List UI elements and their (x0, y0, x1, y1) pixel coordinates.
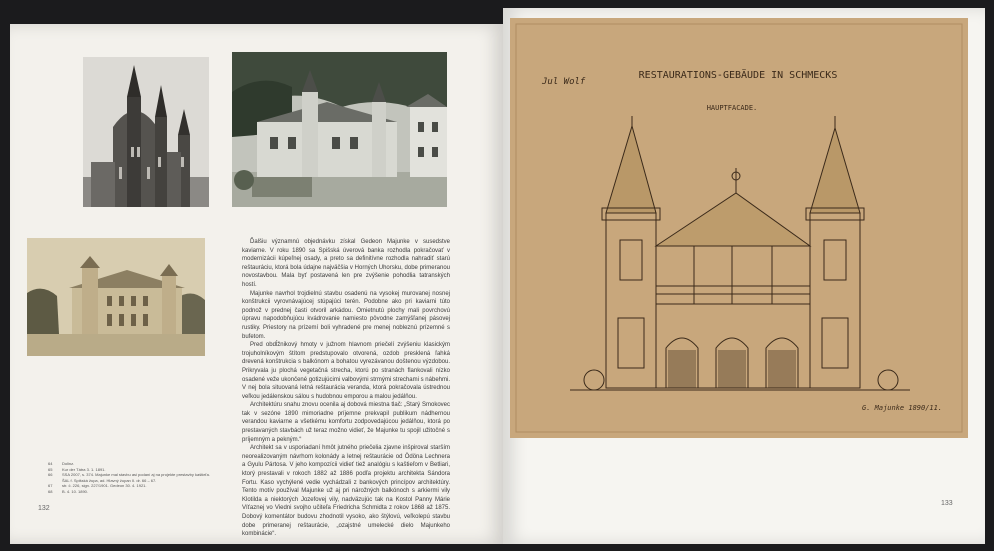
paragraph: Architekt sa v usporiadaní hmôt jutného priečelia zjavne inšpiroval starším neorealizovaným návrhom kolonády a letnej reštaurácie od Ödöna Lechnera a Gyulu Pártosa. V jeho kompozícii vidieť tiež analógiu s kaštieľom v Betliari, ktorý prestavali v rokoch 1882 až 1886 podľa projektu architekta Sándora Fortu. Kaso vychýlené vedie vychádzali z bankových princípov architektúry. Tento motív používal Majunke už aj pri nárožných balkónoch s arkiermi vily Klotilda a niektorých Jozefovej vily, nadväzujúc tak na Kostol Panny Márie Víťaznej vo Viedni svojho učiteľa Friedricha Schmidta z rokov 1868 až 1875. Dobový komentátor budovu zhodnotil vysoko, ako štýlovú, veľkolepú stavbu dobe primeranej reštaurácie, „ozajstné umelecké dielo Majunkeho kombinácie“. (242, 445, 450, 538)
paragraph: Architektúru snahu znovu ocenila aj dobová miestna tlač: „Starý Smokovec tak v sezóne 1890 mimoriadne príjemne prekvapil publikum nádhernou verandou kaviarne a všetkému komfortu zodpovedajúcou jedálňou, ktorá po prestavaných stavbách už teraz možno vidieť, že Majunke tu spojil užitočné s príjemným a pekným.“ (242, 402, 450, 443)
architectural-drawing (510, 18, 968, 438)
body-text (242, 238, 450, 539)
paragraph: Majunke navrhol trojdielnú stavbu osadenú na vysokej murovanej nosnej konštrukcii vyrovnávajúcej stúpajúci terén. Podobne ako pri kaviarni túto podnož v prednej časti otvoril arkádou. Omietnutú plochy mali povrchovú úpravu napodobňujúcu kvádrovanie namiesto pôvodne zamýšľanej pásovej rustiky. Priestory na prízemí boli vyhradené pre menej nobleznú prízemné s bufetom. (242, 290, 450, 340)
page-number-right: 133 (941, 500, 953, 507)
footnote-text: Dolinz. (62, 461, 75, 466)
signature-left: Jul Wolf (542, 77, 586, 87)
footnote-text: Kur der Tátra 3. 1. 1891. (62, 466, 106, 472)
manor-photo (27, 238, 205, 356)
footnote-text: SSA 2007, s. 374. Majunke mal stavbu asi podaní aj na projekte prestavby kaštieľa. ŠAL f. Spišská župa, ad. Hlavný župan II. dr. 66 – 67. (62, 472, 210, 483)
page-number-left: 132 (38, 505, 50, 512)
footnote (48, 489, 218, 495)
villa-photo (232, 52, 447, 207)
footnote-number: 65 (48, 466, 53, 472)
signature-right: G. Majunke 1890/11. (862, 404, 943, 412)
paragraph: Ďalšiu významnú objednávku získal Gedeon Majunke v susedstve kaviarne. V roku 1890 sa Spišská úverová banka rozhodla pokračovať v modernizácii kúpeľnej osady, a preto sa definitívne rozhodla nahradiť starú reštauráciu, ktorá bola údajne najväčšia v Horných Uhorsku, dobe primeranou novostavbou. Mala byť postavená len pre zvýšenie pohodlia tatranských hostí. (242, 239, 450, 288)
footnote-text: str. č. 226, sign. 227/1901. Gedeon 30. 4. 1921. (62, 483, 147, 488)
right-page (503, 8, 985, 544)
drawing-title: RESTAURATIONS-GEBÄUDE IN SCHMECKS (638, 70, 838, 81)
footnote-text: B. 4. 10. 1890. (62, 488, 89, 494)
footnote-number: 68 (48, 488, 53, 494)
footnote-number: 66 (48, 472, 53, 477)
footnote-number: 64 (48, 461, 53, 466)
drawing-subtitle: HAUPTFACADE. (706, 104, 758, 112)
footnote (48, 472, 218, 483)
footnote-number: 67 (48, 483, 53, 488)
footnotes (48, 461, 218, 494)
church-photo (83, 57, 209, 207)
left-page (10, 24, 505, 544)
paragraph: Pred obdĺžnikový hmoty v južnom hlavnom priečelí zvýšeniu klasickým trojuholníkovým štítom predstupovalo otvorená, ozdob presklená ľahká drevená konštrukcia s balkónom a bohatou vyrezávanou doštenou výzdobou. Prikryvala ju plochá vegetačná strecha, ktorú po stranách flankovali nízko osadené veže ukončené gotizujúcimi valbovými strmými strechami s nábehmi. V nej bola situovaná letná reštaurácia veranda, ktorá pokračovala ústrednou veľkou jedálenskou sálou s hudobnou emporou a malou jedálňou. (242, 342, 450, 400)
